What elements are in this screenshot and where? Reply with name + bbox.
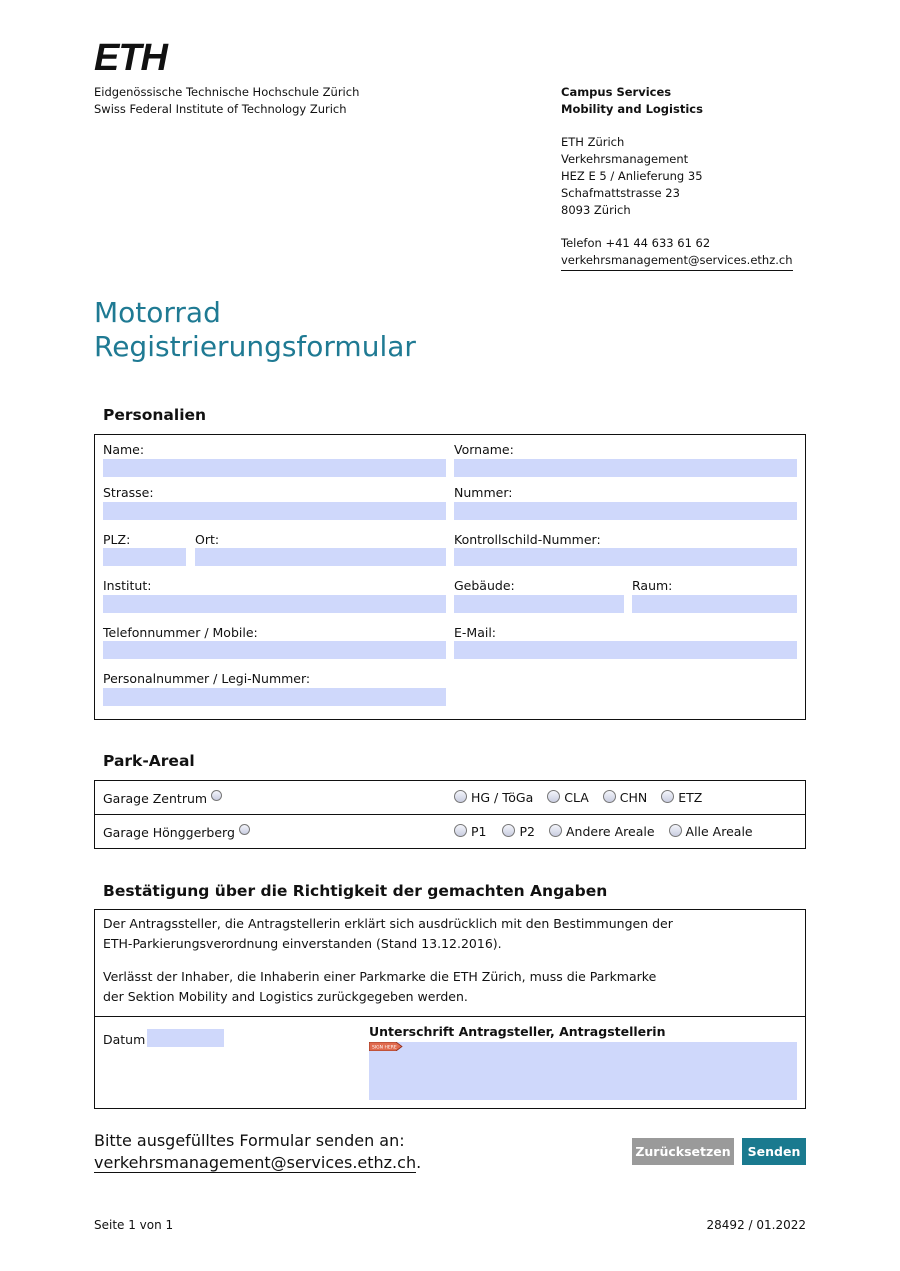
- page-title: [94, 296, 416, 364]
- option-alle-areale[interactable]: [669, 824, 753, 839]
- institut-label: Institut:: [103, 578, 152, 593]
- option-label: P2: [519, 824, 535, 839]
- confirm-divider: [95, 1016, 805, 1017]
- email-label: E-Mail:: [454, 625, 497, 640]
- form-code: 28492 / 01.2022: [706, 1218, 806, 1232]
- text-line: ETH-Parkierungsverordnung einverstanden (Stand 13.12.2016).: [103, 936, 502, 951]
- section-park-heading: Park-Areal: [103, 752, 195, 770]
- signature-label: Unterschrift Antragsteller, Antragstellerin: [369, 1024, 666, 1039]
- confirm-paragraph-1: [103, 914, 673, 954]
- radio-icon[interactable]: [547, 790, 560, 803]
- option-label: Andere Areale: [565, 824, 655, 839]
- park-divider: [95, 814, 805, 815]
- option-p1[interactable]: [454, 824, 487, 839]
- radio-icon[interactable]: [603, 790, 616, 803]
- send-to-email-link[interactable]: verkehrsmanagement@services.ethz.ch: [94, 1153, 417, 1172]
- confirm-paragraph-2: [103, 967, 656, 1007]
- address-line: HEZ E 5 / Anlieferung 35: [561, 169, 703, 183]
- radio-icon[interactable]: [669, 824, 682, 837]
- telefon-field[interactable]: [103, 641, 446, 659]
- text-line: Der Antragssteller, die Antragstellerin erklärt sich ausdrücklich mit den Bestimmungen der: [103, 916, 673, 931]
- datum-label: Datum: [103, 1032, 146, 1047]
- email-field[interactable]: [454, 641, 797, 659]
- vorname-field[interactable]: [454, 459, 797, 477]
- zentrum-options: [454, 790, 702, 805]
- send-button[interactable]: Senden: [742, 1138, 806, 1165]
- plz-field[interactable]: [103, 548, 186, 566]
- email-link[interactable]: verkehrsmanagement@services.ethz.ch: [561, 252, 793, 271]
- option-etz[interactable]: [661, 790, 702, 805]
- address-line: Schafmattstrasse 23: [561, 186, 680, 200]
- datum-field[interactable]: [147, 1029, 224, 1047]
- plz-label: PLZ:: [103, 532, 131, 547]
- option-hg-toega[interactable]: [454, 790, 533, 805]
- option-label: HG / TöGa: [471, 790, 534, 805]
- section-confirm-heading: Bestätigung über die Richtigkeit der gemachten Angaben: [103, 882, 608, 900]
- section-personalien-heading: Personalien: [103, 406, 207, 424]
- kontrollschild-field[interactable]: [454, 548, 797, 566]
- radio-icon[interactable]: [549, 824, 562, 837]
- signature-field[interactable]: [369, 1042, 797, 1100]
- institution-en: Swiss Federal Institute of Technology Zurich: [94, 102, 347, 116]
- kontrollschild-label: Kontrollschild-Nummer:: [454, 532, 601, 547]
- garage-zentrum-label: Garage Zentrum: [103, 791, 208, 806]
- phone: Telefon +41 44 633 61 62: [561, 236, 711, 250]
- option-label: P1: [471, 824, 487, 839]
- vorname-label: Vorname:: [454, 442, 514, 457]
- unit: Mobility and Logistics: [561, 102, 703, 116]
- option-cla[interactable]: [547, 790, 589, 805]
- option-label: ETZ: [678, 790, 703, 805]
- nummer-field[interactable]: [454, 502, 797, 520]
- garage-hoengg-radio[interactable]: [239, 824, 250, 835]
- address-line: 8093 Zürich: [561, 203, 631, 217]
- institution-block: [94, 84, 359, 118]
- hoengg-options: [454, 824, 753, 839]
- option-label: Alle Areale: [685, 824, 753, 839]
- personalnummer-label: Personalnummer / Legi-Nummer:: [103, 671, 311, 686]
- telefon-label: Telefonnummer / Mobile:: [103, 625, 258, 640]
- sign-here-tag: [369, 1042, 403, 1051]
- radio-icon[interactable]: [502, 824, 515, 837]
- strasse-field[interactable]: [103, 502, 446, 520]
- sign-here-text: SIGN HERE: [372, 1045, 397, 1051]
- ort-field[interactable]: [195, 548, 446, 566]
- gebaeude-label: Gebäude:: [454, 578, 515, 593]
- raum-label: Raum:: [632, 578, 673, 593]
- text-line: der Sektion Mobility and Logistics zurückgegeben werden.: [103, 989, 468, 1004]
- option-p2[interactable]: [502, 824, 535, 839]
- ort-label: Ort:: [195, 532, 220, 547]
- garage-zentrum-radio[interactable]: [211, 790, 222, 801]
- text-line: Verlässt der Inhaber, die Inhaberin einer Parkmarke die ETH Zürich, muss die Parkmarke: [103, 969, 657, 984]
- radio-icon[interactable]: [454, 824, 467, 837]
- reset-button[interactable]: Zurücksetzen: [632, 1138, 734, 1165]
- garage-zentrum-row: [103, 790, 222, 806]
- name-field[interactable]: [103, 459, 446, 477]
- nummer-label: Nummer:: [454, 485, 513, 500]
- institution-de: Eidgenössische Technische Hochschule Zürich: [94, 85, 360, 99]
- garage-hoengg-row: [103, 824, 250, 840]
- option-chn[interactable]: [603, 790, 647, 805]
- option-label: CLA: [564, 790, 589, 805]
- radio-icon[interactable]: [454, 790, 467, 803]
- title-line-1: Motorrad: [94, 296, 221, 329]
- contact-block: [561, 84, 793, 271]
- department: Campus Services: [561, 85, 672, 99]
- personalnummer-field[interactable]: [103, 688, 446, 706]
- option-andere-areale[interactable]: [549, 824, 655, 839]
- send-to-block: [94, 1130, 421, 1174]
- eth-logo: ETH: [94, 37, 167, 79]
- option-label: CHN: [619, 790, 648, 805]
- title-line-2: Registrierungsformular: [94, 330, 416, 363]
- name-label: Name:: [103, 442, 145, 457]
- institut-field[interactable]: [103, 595, 446, 613]
- address-line: ETH Zürich: [561, 135, 625, 149]
- address-line: Verkehrsmanagement: [561, 152, 689, 166]
- page-number: Seite 1 von 1: [94, 1218, 174, 1232]
- gebaeude-field[interactable]: [454, 595, 624, 613]
- raum-field[interactable]: [632, 595, 797, 613]
- send-to-label: Bitte ausgefülltes Formular senden an:: [94, 1131, 405, 1150]
- strasse-label: Strasse:: [103, 485, 154, 500]
- garage-hoengg-label: Garage Hönggerberg: [103, 825, 235, 840]
- send-to-period: .: [416, 1153, 422, 1172]
- radio-icon[interactable]: [661, 790, 674, 803]
